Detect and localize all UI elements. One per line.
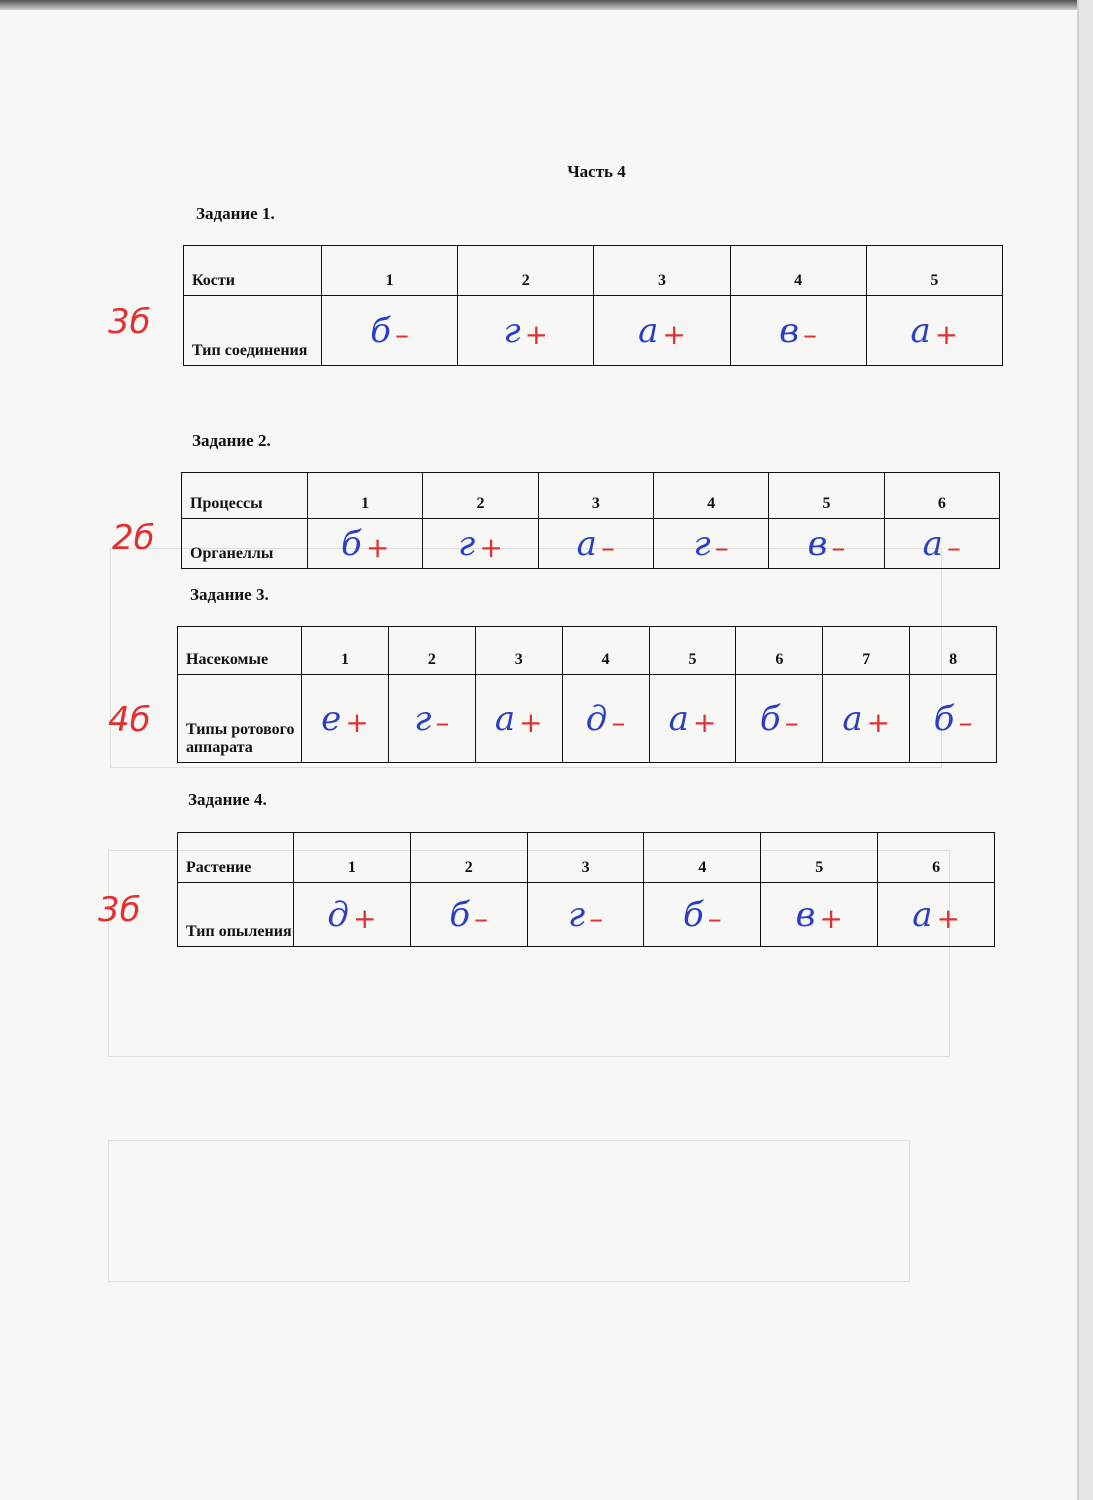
grading-mark: +	[936, 901, 960, 935]
handwritten-answer: а	[842, 698, 863, 739]
answer-cell	[653, 519, 768, 569]
answer-cell	[761, 883, 878, 947]
handwritten-answer: д	[327, 894, 349, 935]
column-number: 2	[410, 833, 527, 883]
task-label: Задание 3.	[190, 585, 269, 604]
task-label: Задание 4.	[188, 790, 267, 809]
grading-mark: +	[662, 317, 686, 351]
handwritten-answer: б	[683, 894, 704, 935]
answer-cell	[884, 519, 999, 569]
grading-mark: +	[692, 705, 717, 739]
row-header: Органеллы	[182, 519, 308, 569]
answer-cell	[322, 296, 458, 366]
handwritten-answer: а	[638, 310, 659, 351]
score-mark: 3б	[108, 302, 151, 342]
answer-cell	[866, 296, 1002, 366]
grading-mark: –	[474, 901, 489, 935]
handwritten-answer: б	[933, 698, 955, 739]
answer-cell	[562, 675, 649, 763]
grading-mark: +	[479, 530, 503, 564]
handwritten-answer: в	[795, 894, 816, 935]
column-number: 1	[302, 627, 389, 675]
handwritten-answer: г	[567, 894, 586, 935]
grading-mark: –	[589, 901, 604, 935]
column-number: 6	[884, 473, 999, 519]
column-number: 8	[910, 627, 997, 675]
answer-cell	[294, 883, 411, 947]
grading-mark: +	[934, 317, 959, 351]
answer-cell	[594, 296, 730, 366]
grading-mark: +	[819, 901, 843, 935]
grading-mark: –	[784, 705, 799, 739]
score-mark: 2б	[112, 518, 155, 558]
scan-right-edge	[1077, 0, 1093, 1500]
handwritten-answer: а	[922, 523, 943, 564]
row-header: Тип опыления	[178, 883, 294, 947]
handwritten-answer: а	[576, 523, 597, 564]
handwritten-answer: б	[759, 698, 781, 739]
grading-mark: +	[365, 530, 390, 564]
handwritten-answer: е	[321, 698, 342, 739]
column-number: 4	[730, 246, 866, 296]
handwritten-answer: г	[414, 698, 432, 739]
column-number: 7	[823, 627, 910, 675]
answer-cell	[910, 675, 997, 763]
row-header: Процессы	[182, 473, 308, 519]
row-header: Насекомые	[178, 627, 302, 675]
answer-cell	[769, 519, 884, 569]
handwritten-answer: а	[494, 698, 516, 739]
answer-cell	[458, 296, 594, 366]
column-number: 3	[527, 833, 644, 883]
answer-cell	[308, 519, 423, 569]
column-number: 3	[538, 473, 653, 519]
answer-cell	[527, 883, 644, 947]
column-number: 1	[322, 246, 458, 296]
task-table	[177, 626, 997, 763]
column-number: 4	[653, 473, 768, 519]
handwritten-answer: б	[370, 310, 391, 351]
grading-mark: +	[352, 901, 377, 935]
grading-mark: –	[946, 530, 961, 564]
row-header: Кости	[184, 246, 322, 296]
column-number: 1	[294, 833, 411, 883]
handwritten-answer: б	[449, 894, 471, 935]
answer-cell	[730, 296, 866, 366]
row-header: Типы ротового аппарата	[178, 675, 302, 763]
grading-mark: –	[714, 530, 729, 564]
handwritten-answer: г	[693, 523, 711, 564]
handwritten-answer: б	[341, 523, 362, 564]
column-number: 4	[644, 833, 761, 883]
handwritten-answer: а	[910, 310, 931, 351]
grading-mark: –	[600, 530, 615, 564]
answer-cell	[878, 883, 995, 947]
grading-mark: –	[803, 317, 818, 351]
answer-cell	[388, 675, 475, 763]
answer-cell	[538, 519, 653, 569]
scan-top-edge	[0, 0, 1093, 10]
column-number: 2	[423, 473, 538, 519]
grading-mark: +	[866, 705, 891, 739]
task-label: Задание 1.	[196, 204, 275, 223]
column-number: 6	[736, 627, 823, 675]
page-title: Часть 4	[567, 162, 626, 181]
row-header: Тип соединения	[184, 296, 322, 366]
handwritten-answer: д	[585, 698, 608, 739]
answer-cell	[475, 675, 562, 763]
column-number: 5	[866, 246, 1002, 296]
answer-cell	[649, 675, 736, 763]
grading-mark: –	[958, 705, 973, 739]
grading-mark: –	[394, 317, 409, 351]
column-number: 2	[458, 246, 594, 296]
grading-mark: –	[611, 705, 626, 739]
grading-mark: –	[707, 901, 722, 935]
answer-cell	[823, 675, 910, 763]
answer-cell	[644, 883, 761, 947]
score-mark: 4б	[108, 700, 151, 740]
score-mark: 3б	[98, 890, 141, 930]
task-label: Задание 2.	[192, 431, 271, 450]
column-number: 5	[649, 627, 736, 675]
answer-cell	[410, 883, 527, 947]
task-table	[181, 472, 1000, 569]
column-number: 1	[308, 473, 423, 519]
handwritten-answer: г	[458, 523, 476, 564]
column-number: 4	[562, 627, 649, 675]
task-table	[177, 832, 995, 947]
column-number: 2	[388, 627, 475, 675]
column-number: 3	[475, 627, 562, 675]
grading-mark: –	[435, 705, 450, 739]
handwritten-answer: а	[912, 894, 933, 935]
grading-mark: +	[524, 317, 549, 351]
handwritten-answer: в	[807, 523, 828, 564]
answer-cell	[423, 519, 538, 569]
answer-cell	[302, 675, 389, 763]
task-table	[183, 245, 1003, 366]
column-number: 5	[761, 833, 878, 883]
row-header: Растение	[178, 833, 294, 883]
handwritten-answer: в	[779, 310, 800, 351]
grading-mark: +	[345, 705, 369, 739]
handwritten-answer: г	[503, 310, 521, 351]
handwritten-answer: а	[668, 698, 689, 739]
grading-mark: –	[831, 530, 846, 564]
column-number: 3	[594, 246, 730, 296]
grading-mark: +	[519, 705, 543, 739]
column-number: 6	[878, 833, 995, 883]
answer-cell	[736, 675, 823, 763]
bleed-through-table	[108, 1140, 910, 1282]
column-number: 5	[769, 473, 884, 519]
